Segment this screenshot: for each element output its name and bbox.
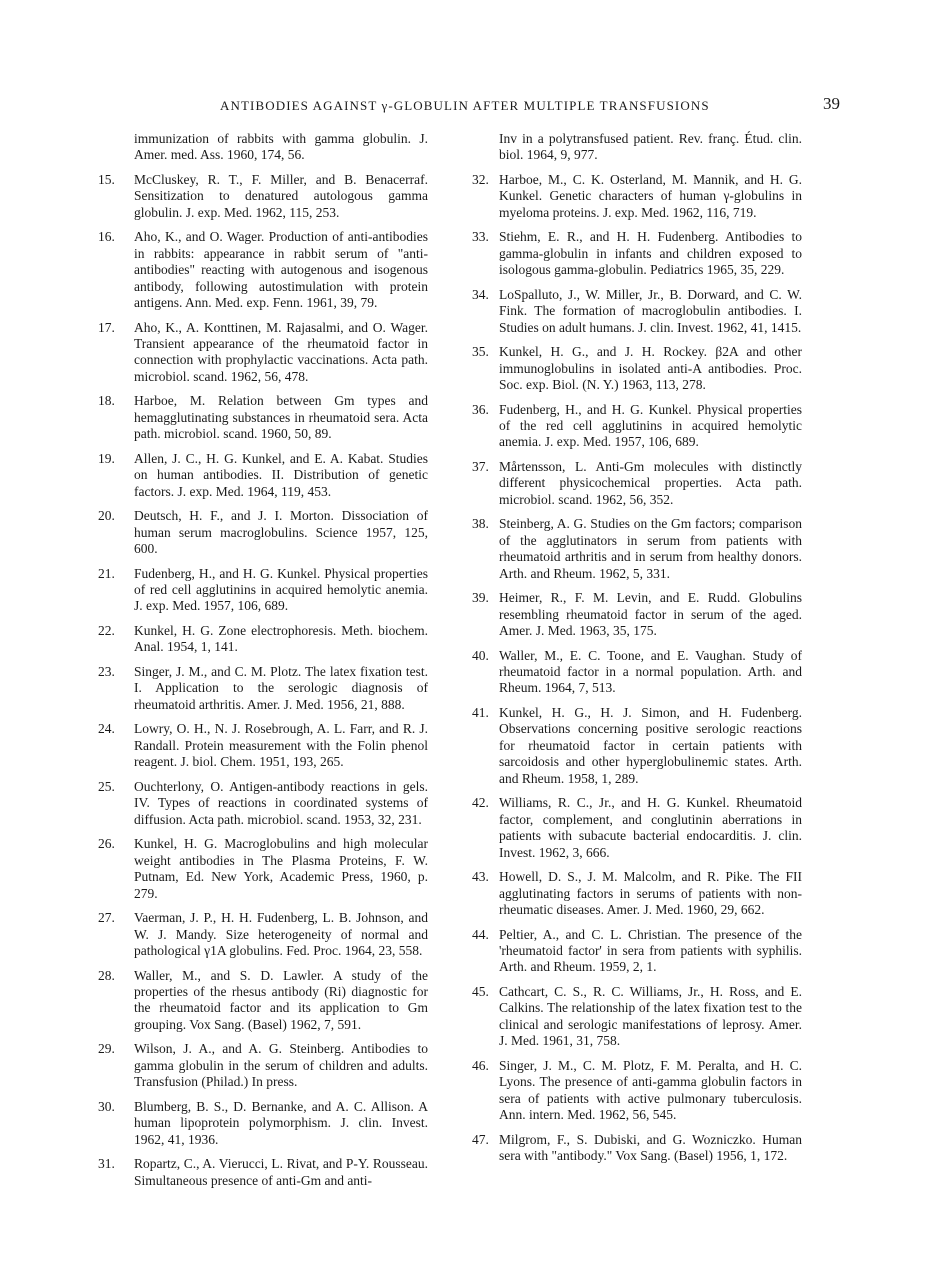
reference-text: McCluskey, R. T., F. Miller, and B. Benacerraf. Sensitization to denatured autologous gamma globulin. J. exp. Med. 1962, 115, 253.	[134, 172, 428, 220]
reference-item	[472, 229, 802, 278]
reference-number: 33.	[472, 229, 489, 245]
reference-text: Steinberg, A. G. Studies on the Gm factors; comparison of the agglutinators in serum from patients with rheumatoid arthritis and in serum from healthy donors. Arth. and Rheum. 1962, 5, 331.	[499, 516, 802, 581]
reference-item	[98, 566, 428, 615]
reference-text: Kunkel, H. G., H. J. Simon, and H. Fudenberg. Observations concerning positive serologic reactions for rheumatoid factor in certain patients with sarcoidosis and other hyperglobulinemic states. Arth. and Rheum. 1958, 1, 289.	[499, 705, 802, 786]
reference-number: 17.	[98, 319, 115, 335]
reference-item	[472, 705, 802, 787]
reference-text: Lowry, O. H., N. J. Rosebrough, A. L. Farr, and R. J. Randall. Protein measurement with the Folin phenol reagent. J. biol. Chem. 1951, 193, 265.	[134, 721, 428, 770]
reference-text: immunization of rabbits with gamma globulin. J. Amer. med. Ass. 1960, 174, 56.	[134, 131, 428, 163]
reference-item	[98, 393, 428, 442]
reference-text: Deutsch, H. F., and J. I. Morton. Dissociation of human serum macroglobulins. Science 1957, 125, 600.	[134, 508, 428, 557]
reference-item	[98, 1156, 428, 1189]
reference-text: Heimer, R., F. M. Levin, and E. Rudd. Globulins resembling rheumatoid factor in serum of the aged. Amer. J. Med. 1963, 35, 175.	[499, 590, 802, 639]
reference-text: Inv in a polytransfused patient. Rev. franç. Étud. clin. biol. 1964, 9, 977.	[499, 131, 802, 163]
reference-item	[98, 836, 428, 902]
reference-item	[98, 779, 428, 828]
reference-number: 30.	[98, 1098, 115, 1114]
reference-number: 16.	[98, 229, 115, 245]
references-right-column	[472, 131, 802, 1173]
reference-text: Singer, J. M., and C. M. Plotz. The latex fixation test. I. Application to the serologic diagnosis of rheumatoid arthritis. Amer. J. Med. 1956, 21, 888.	[134, 664, 428, 712]
reference-text: Waller, M., and S. D. Lawler. A study of the properties of the rhesus antibody (Ri) diagnostic for the rheumatoid factor and its application to Gm grouping. Vox Sang. (Basel) 1962, 7, 591.	[134, 967, 428, 1032]
reference-number: 25.	[98, 778, 115, 794]
page-header	[80, 96, 840, 118]
reference-item	[472, 459, 802, 508]
reference-number: 39.	[472, 590, 489, 606]
reference-item	[472, 402, 802, 451]
reference-number: 19.	[98, 450, 115, 466]
reference-item	[98, 721, 428, 770]
reference-item	[472, 1058, 802, 1124]
reference-item	[472, 927, 802, 976]
reference-item	[98, 508, 428, 557]
reference-item	[98, 1099, 428, 1148]
reference-item	[472, 795, 802, 861]
reference-number: 26.	[98, 836, 115, 852]
reference-number: 43.	[472, 869, 489, 885]
page-number: 39	[823, 94, 840, 113]
reference-item	[472, 648, 802, 697]
reference-item	[98, 451, 428, 500]
reference-text: Aho, K., A. Konttinen, M. Rajasalmi, and O. Wager. Transient appearance of the rheumatoid factor in connection with prophylactic vaccinations. Acta path. microbiol. scand. 1962, 56, 478.	[134, 319, 428, 384]
reference-text: Peltier, A., and C. L. Christian. The presence of the 'rheumatoid factor' in sera from patients with syphilis. Arth. and Rheum. 1959, 2, 1.	[499, 926, 802, 975]
reference-text: Fudenberg, H., and H. G. Kunkel. Physical properties of red cell agglutinins in acquired hemolytic anemia. J. exp. Med. 1957, 106, 689.	[134, 565, 428, 614]
reference-text: Fudenberg, H., and H. G. Kunkel. Physical properties of the red cell agglutinins in acquired hemolytic anemia. J. exp. Med. 1957, 106, 689.	[499, 401, 802, 450]
reference-continuation	[98, 131, 428, 164]
reference-item	[472, 516, 802, 582]
reference-number: 24.	[98, 721, 115, 737]
reference-item	[98, 1041, 428, 1090]
reference-number: 40.	[472, 647, 489, 663]
reference-item	[98, 172, 428, 221]
reference-item	[472, 590, 802, 639]
reference-text: Mårtensson, L. Anti-Gm molecules with distinctly different physicochemical properties. Acta path. microbiol. scand. 1962, 56, 352.	[499, 459, 802, 507]
reference-number: 36.	[472, 401, 489, 417]
reference-number: 37.	[472, 459, 489, 475]
reference-number: 15.	[98, 172, 115, 187]
reference-text: Kunkel, H. G. Zone electrophoresis. Meth. biochem. Anal. 1954, 1, 141.	[134, 623, 428, 655]
reference-item	[472, 172, 802, 221]
reference-item	[472, 344, 802, 393]
reference-text: Howell, D. S., J. M. Malcolm, and R. Pike. The FII agglutinating factors in serums of patients with non-rheumatic diseases. Amer. J. Med. 1960, 29, 662.	[499, 869, 802, 917]
reference-text: Milgrom, F., S. Dubiski, and G. Wozniczko. Human sera with "antibody." Vox Sang. (Basel) 1956, 1, 172.	[499, 1131, 802, 1163]
reference-item	[98, 623, 428, 656]
reference-item	[472, 287, 802, 336]
reference-text: LoSpalluto, J., W. Miller, Jr., B. Dorward, and C. W. Fink. The formation of macroglobulin antibodies. I. Studies on adult humans. J. clin. Invest. 1962, 41, 1415.	[499, 286, 802, 335]
reference-number: 47.	[472, 1131, 489, 1147]
reference-number: 18.	[98, 393, 115, 409]
reference-text: Blumberg, B. S., D. Bernanke, and A. C. Allison. A human lipoprotein polymorphism. J. clin. Invest. 1962, 41, 1936.	[134, 1098, 428, 1147]
reference-item	[98, 910, 428, 959]
reference-number: 38.	[472, 516, 489, 532]
reference-text: Stiehm, E. R., and H. H. Fudenberg. Antibodies to gamma-globulin in infants and children exposed to isologous gamma-globulin. Pediatrics 1965, 35, 229.	[499, 229, 802, 278]
reference-number: 46.	[472, 1057, 489, 1073]
reference-text: Vaerman, J. P., H. H. Fudenberg, L. B. Johnson, and W. J. Mandy. Size heterogeneity of normal and pathological γ1A globulins. Fed. Proc. 1964, 23, 558.	[134, 910, 428, 958]
reference-number: 21.	[98, 565, 115, 581]
reference-number: 29.	[98, 1041, 115, 1057]
reference-text: Harboe, M., C. K. Osterland, M. Mannik, and H. G. Kunkel. Genetic characters of human γ-globulins in myeloma proteins. J. exp. Med. 1962, 116, 719.	[499, 172, 802, 220]
reference-text: Kunkel, H. G. Macroglobulins and high molecular weight antibodies in The Plasma Proteins, F. W. Putnam, Ed. New York, Academic Press, 1960, p. 279.	[134, 836, 428, 901]
reference-text: Ouchterlony, O. Antigen-antibody reactions in gels. IV. Types of reactions in coordinated systems of diffusion. Acta path. microbiol. scand. 1953, 32, 231.	[134, 778, 428, 827]
reference-number: 45.	[472, 983, 489, 999]
reference-item	[472, 984, 802, 1050]
reference-number: 27.	[98, 910, 115, 926]
reference-number: 35.	[472, 344, 489, 360]
reference-text: Wilson, J. A., and A. G. Steinberg. Antibodies to gamma globulin in the serum of children and adults. Transfusion (Philad.) In press.	[134, 1041, 428, 1090]
reference-text: Ropartz, C., A. Vierucci, L. Rivat, and P-Y. Rousseau. Simultaneous presence of anti-Gm and anti-	[134, 1156, 428, 1188]
reference-text: Cathcart, C. S., R. C. Williams, Jr., H. Ross, and E. Calkins. The relationship of the latex fixation test to the clinical and serologic manifestations of leprosy. Amer. J. Med. 1961, 31, 758.	[499, 983, 802, 1049]
reference-text: Singer, J. M., C. M. Plotz, F. M. Peralta, and H. C. Lyons. The presence of anti-gamma globulin factors in sera of patients with active pulmonary tuberculosis. Ann. intern. Med. 1962, 56, 545.	[499, 1057, 802, 1122]
reference-item	[98, 229, 428, 311]
reference-number: 31.	[98, 1156, 115, 1172]
reference-text: Allen, J. C., H. G. Kunkel, and E. A. Kabat. Studies on human antibodies. II. Distribution of genetic factors. J. exp. Med. 1964, 119, 453.	[134, 450, 428, 499]
reference-number: 41.	[472, 705, 489, 721]
reference-item	[472, 869, 802, 918]
reference-number: 28.	[98, 967, 115, 983]
reference-text: Kunkel, H. G., and J. H. Rockey. β2A and other immunoglobulins in isolated anti-A antibodies. Proc. Soc. exp. Biol. (N. Y.) 1963, 113, 278.	[499, 344, 802, 393]
reference-item	[472, 1132, 802, 1165]
reference-number: 42.	[472, 795, 489, 811]
reference-number: 23.	[98, 664, 115, 680]
reference-text: Williams, R. C., Jr., and H. G. Kunkel. Rheumatoid factor, complement, and conglutinin aberrations in patients with subacute bacterial endocarditis. J. clin. Invest. 1962, 3, 666.	[499, 795, 802, 860]
reference-text: Aho, K., and O. Wager. Production of anti-antibodies in rabbits: appearance in rabbit serum of "anti-antibodies" reacting with autogenous and isogenous antibody, following autostimulation with protein antigens. Ann. Med. exp. Fenn. 1961, 39, 79.	[134, 229, 428, 311]
reference-number: 20.	[98, 508, 115, 524]
reference-item	[98, 320, 428, 386]
reference-item	[98, 968, 428, 1034]
reference-text: Harboe, M. Relation between Gm types and hemagglutinating substances in rheumatoid sera. Acta path. microbiol. scand. 1960, 50, 89.	[134, 393, 428, 442]
reference-continuation	[472, 131, 802, 164]
reference-number: 34.	[472, 286, 489, 302]
reference-text: Waller, M., E. C. Toone, and E. Vaughan. Study of rheumatoid factor in a normal population. Arth. and Rheum. 1964, 7, 513.	[499, 647, 802, 696]
references-left-column	[98, 131, 428, 1197]
reference-number: 44.	[472, 926, 489, 942]
running-title: ANTIBODIES AGAINST γ-GLOBULIN AFTER MULTIPLE TRANSFUSIONS	[220, 98, 710, 113]
reference-number: 32.	[472, 172, 489, 187]
reference-item	[98, 664, 428, 713]
reference-number: 22.	[98, 623, 115, 639]
